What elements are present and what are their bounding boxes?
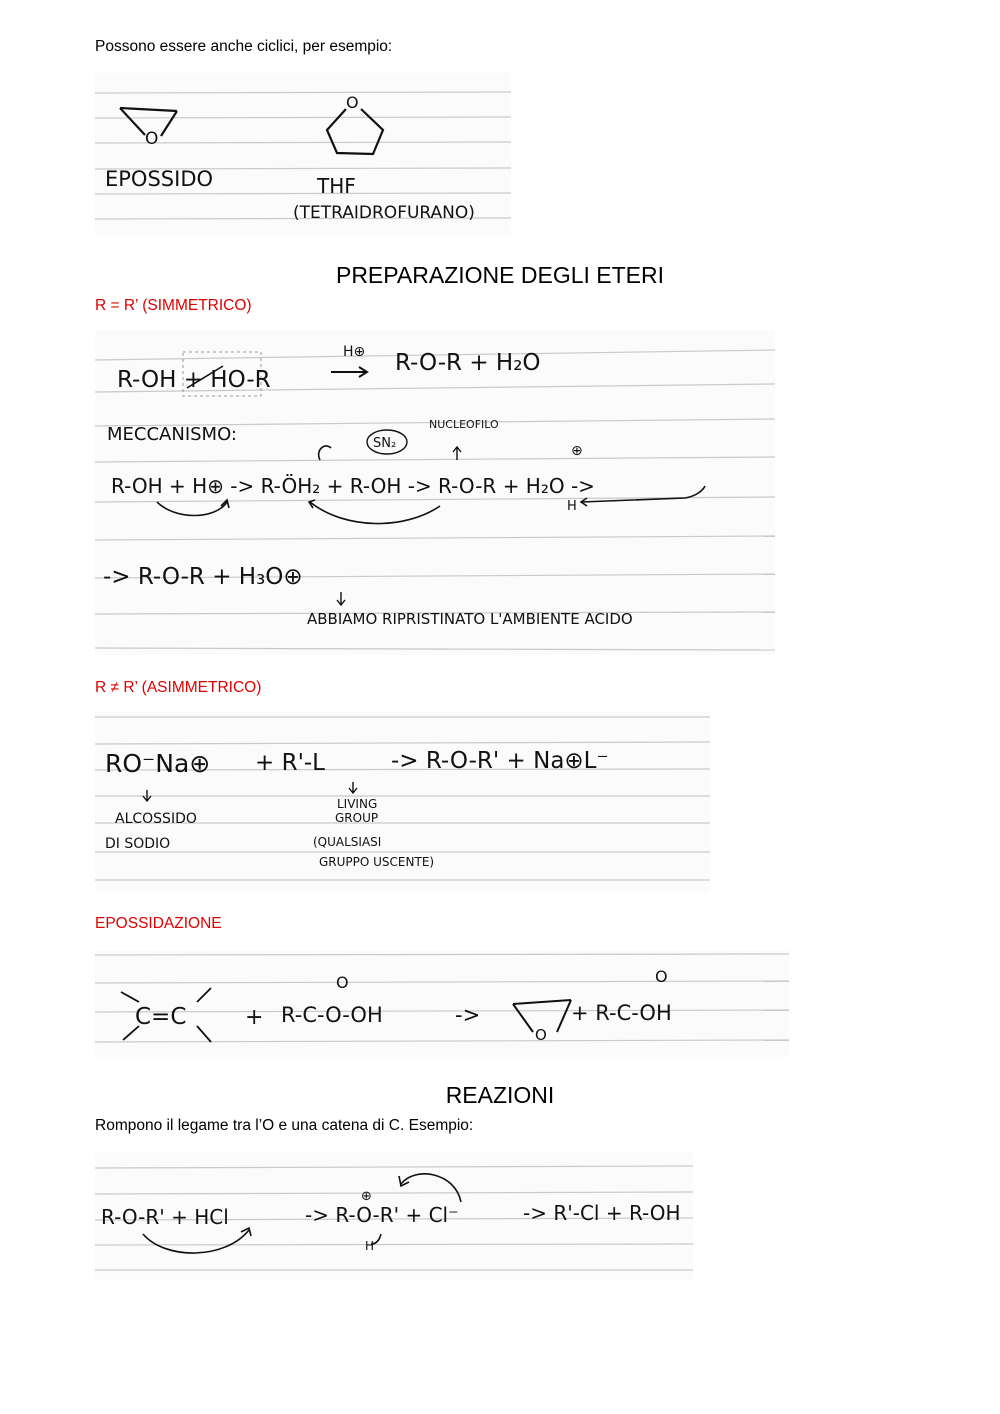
cleavage-mid: -> R-O-R' + Cl⁻ [305, 1203, 459, 1227]
sketch-ether-cleavage [95, 1152, 693, 1280]
lg-2: GROUP [335, 811, 379, 825]
heading-epossidazione: EPOSSIDAZIONE [95, 915, 222, 932]
alkene: C=C [135, 1004, 187, 1030]
mech-h: H [567, 499, 577, 514]
acid-note: ABBIAMO RIPRISTINATO L'AMBIENTE ACIDO [307, 610, 633, 628]
intro-text: Possono essere anche ciclici, per esempio: [95, 38, 393, 55]
meccanismo-label: MECCANISMO: [107, 424, 237, 445]
reazioni-intro: Rompono il legame tra l’O e una catena di C. Esempio: [95, 1117, 474, 1134]
cleavage-h: H [365, 1239, 375, 1253]
asym-product: -> R-O-R' + Na⊕L⁻ [391, 748, 609, 774]
sketch-asymmetric [95, 712, 710, 892]
sketch-cyclic-ethers [95, 73, 511, 237]
section-title-preparazione: PREPARAZIONE DEGLI ETERI [335, 262, 665, 288]
sketch-symmetric-mechanism [95, 330, 775, 655]
acid-product: + R-C-OH [571, 1001, 672, 1025]
cleavage-rhs: -> R'-Cl + R-OH [523, 1201, 681, 1225]
peracid: R-C-O-OH [281, 1003, 383, 1027]
section-title-reazioni: REAZIONI [445, 1082, 555, 1108]
nucleofilo-label: NUCLEOFILO [429, 418, 499, 431]
epoxide-label: EPOSSIDO [105, 167, 214, 191]
mech-charge: ⊕ [571, 443, 583, 459]
sn2-label: SN₂ [373, 436, 397, 451]
sym-catalyst: H⊕ [343, 344, 366, 360]
cleavage-charge: ⊕ [361, 1189, 372, 1204]
prod-line: -> R-O-R + H₃O⊕ [103, 564, 303, 590]
lg-1: LIVING [337, 797, 378, 811]
thf-label: THF [317, 174, 356, 198]
asym-reactant: RO⁻Na⊕ [105, 749, 211, 778]
sym-eq-products: R-O-R + H₂O [395, 350, 541, 376]
acid-carbonyl-o: O [655, 967, 668, 986]
heading-simmetrico: R = R’ (SIMMETRICO) [95, 297, 252, 314]
thf-o: O [346, 93, 359, 112]
heading-asimmetrico: R ≠ R’ (ASIMMETRICO) [95, 679, 262, 696]
cleavage-lhs: R-O-R' + HCl [101, 1205, 229, 1229]
thf-ring [327, 109, 383, 154]
alcossido-1: ALCOSSIDO [115, 811, 197, 827]
epox-plus: + [245, 1005, 264, 1030]
epoxide-o: O [145, 129, 159, 149]
epox-arrow: -> [455, 1003, 481, 1027]
lg-3: (QUALSIASI [313, 835, 382, 849]
lg-4: GRUPPO USCENTE) [319, 855, 435, 869]
mech-line: R-OH + H⊕ -> R-ÖH₂ + R-OH -> R-O-R + H₂O -> [111, 474, 595, 498]
peracid-carbonyl-o: O [336, 973, 349, 992]
sym-eq-reactants: R-OH + HO-R [117, 367, 271, 393]
sketch-epoxidation [95, 950, 789, 1057]
epoxide-product-o: O [535, 1026, 547, 1044]
thf-full-name: (TETRAIDROFURANO) [293, 203, 475, 223]
asym-reactant2: + R'-L [255, 750, 325, 776]
alcossido-2: DI SODIO [105, 836, 171, 852]
